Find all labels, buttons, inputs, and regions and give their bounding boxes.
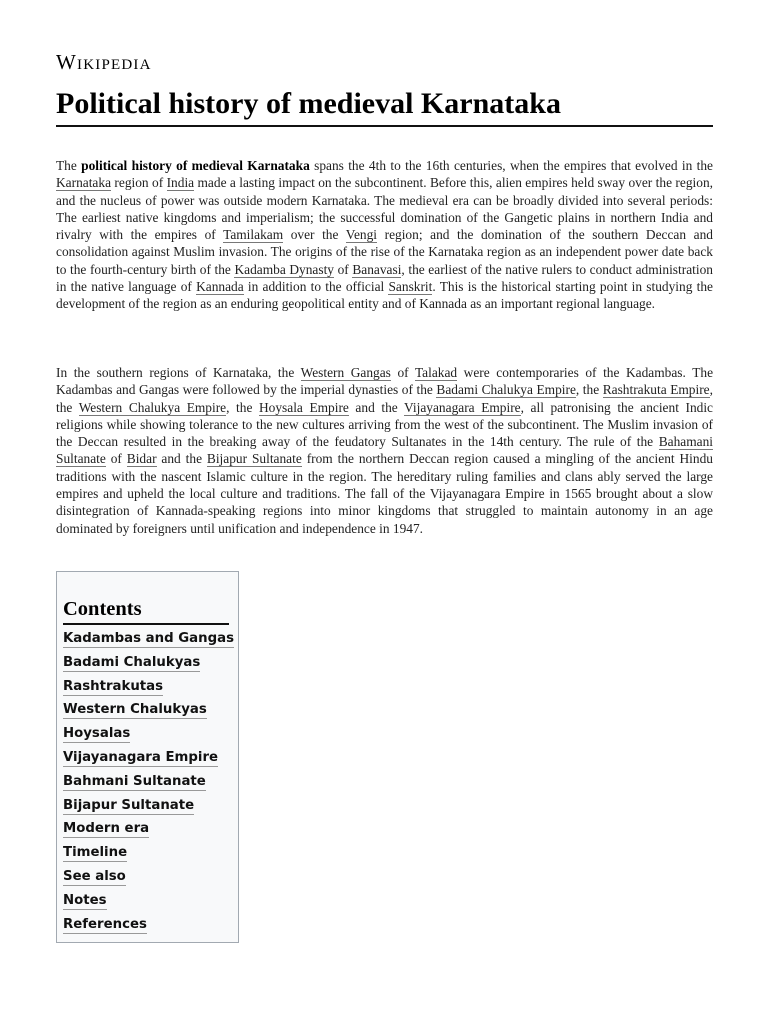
toc-item[interactable]: Timeline	[63, 845, 128, 861]
link-karnataka[interactable]: Karnataka	[56, 175, 112, 191]
bold-subject: political history of medieval Karnataka	[81, 158, 310, 173]
link-sanskrit[interactable]: Sanskrit	[388, 279, 433, 295]
toc-item[interactable]: Western Chalukyas	[63, 702, 207, 718]
link-vengi[interactable]: Vengi	[345, 227, 378, 243]
link-talakad[interactable]: Talakad	[414, 365, 458, 380]
toc-item[interactable]: Hoysalas	[63, 726, 131, 742]
link-rashtrakuta-empire[interactable]: Rashtrakuta Empire	[602, 382, 710, 398]
link-bijapur-sultanate[interactable]: Bijapur Sultanate	[206, 451, 302, 467]
toc-item[interactable]: Modern era	[63, 821, 150, 837]
toc-item[interactable]: See also	[63, 868, 126, 884]
wikipedia-logo[interactable]: Wikipedia	[56, 50, 152, 74]
page-title: Political history of medieval Karnataka	[56, 86, 713, 127]
toc-item[interactable]: References	[63, 916, 147, 932]
link-tamilakam[interactable]: Tamilakam	[223, 227, 284, 243]
link-kadamba-dynasty[interactable]: Kadamba Dynasty	[234, 261, 334, 277]
link-western-gangas[interactable]: Western Gangas	[300, 365, 391, 380]
toc-title: Contents	[63, 596, 229, 625]
toc-item[interactable]: Bahmani Sultanate	[63, 773, 206, 789]
toc-item[interactable]: Kadambas and Gangas	[63, 631, 235, 646]
link-hoysala-empire[interactable]: Hoysala Empire	[258, 399, 349, 415]
link-vijayanagara-empire[interactable]: Vijayanagara Empire	[404, 399, 521, 415]
link-india[interactable]: India	[166, 175, 195, 191]
intro-paragraph: The political history of medieval Karnataka spans the 4th to the 16th centuries, when the empires that evolved in the Karnataka region of India made a lasting impact on the subcontinent. Before this, alien empires held sway over the region, and the nucleus of power was outside modern Karnataka. The medieval era can be broadly divided into several periods: The earliest native kingdoms and imperialism; the successful domination of the Gangetic plains in northern India and rivalry with the empires of Tamilakam over the Vengi region; and the domination of the southern Deccan and consolidation against Muslim invasion. The origins of the rise of the Karnataka region as an independent power date back to the fourth-century birth of the Kadamba Dynasty of Banavasi, the earliest of the native rulers to conduct administration in the native language of Kannada in addition to the official Sanskrit. This is the historical starting point in studying the development of the region as an enduring geopolitical entity and of Kannada as an important regional language.	[56, 158, 713, 312]
toc-item[interactable]: Badami Chalukyas	[63, 654, 201, 670]
link-banavasi[interactable]: Banavasi	[352, 261, 402, 277]
link-bahamani-sultanate[interactable]: Bahamani Sultanate	[56, 434, 713, 467]
toc-item[interactable]: Vijayanagara Empire	[63, 749, 219, 765]
toc-item[interactable]: Notes	[63, 892, 107, 908]
second-paragraph: In the southern regions of Karnataka, the Western Gangas of Talakad were contemporaries of the Kadambas. The Kadambas and Gangas were followed by the imperial dynasties of the Badami Chalukya Empire, the Rashtrakuta Empire, the Western Chalukya Empire, the Hoysala Empire and the Vijayanagara Empire, all patronising the ancient Indic religions while showing tolerance to the new cultures arriving from the west of the subcontinent. The Muslim invasion of the Deccan resulted in the breaking away of the feudatory Sultanates in the 14th century. The rule of the Bahamani Sultanate of Bidar and the Bijapur Sultanate from the northern Deccan region caused a mingling of the ancient Hindu traditions with the nascent Islamic culture in the region. The hereditary ruling families and clans ably served the large empires and upheld the local culture and traditions. The fall of the Vijayanagara Empire in 1565 brought about a slow disintegration of Kannada-speaking regions into minor kingdoms that struggled to maintain autonomy in an age dominated by foreigners until unification and independence in 1947.	[56, 365, 714, 536]
toc-list	[63, 631, 234, 940]
toc-item[interactable]: Bijapur Sultanate	[63, 797, 195, 813]
link-badami-chalukya-empire[interactable]: Badami Chalukya Empire	[436, 382, 576, 398]
link-bidar[interactable]: Bidar	[126, 451, 157, 467]
link-kannada[interactable]: Kannada	[196, 279, 244, 295]
toc-item[interactable]: Rashtrakutas	[63, 678, 164, 694]
link-western-chalukya-empire[interactable]: Western Chalukya Empire	[78, 399, 227, 415]
table-of-contents	[56, 571, 239, 943]
